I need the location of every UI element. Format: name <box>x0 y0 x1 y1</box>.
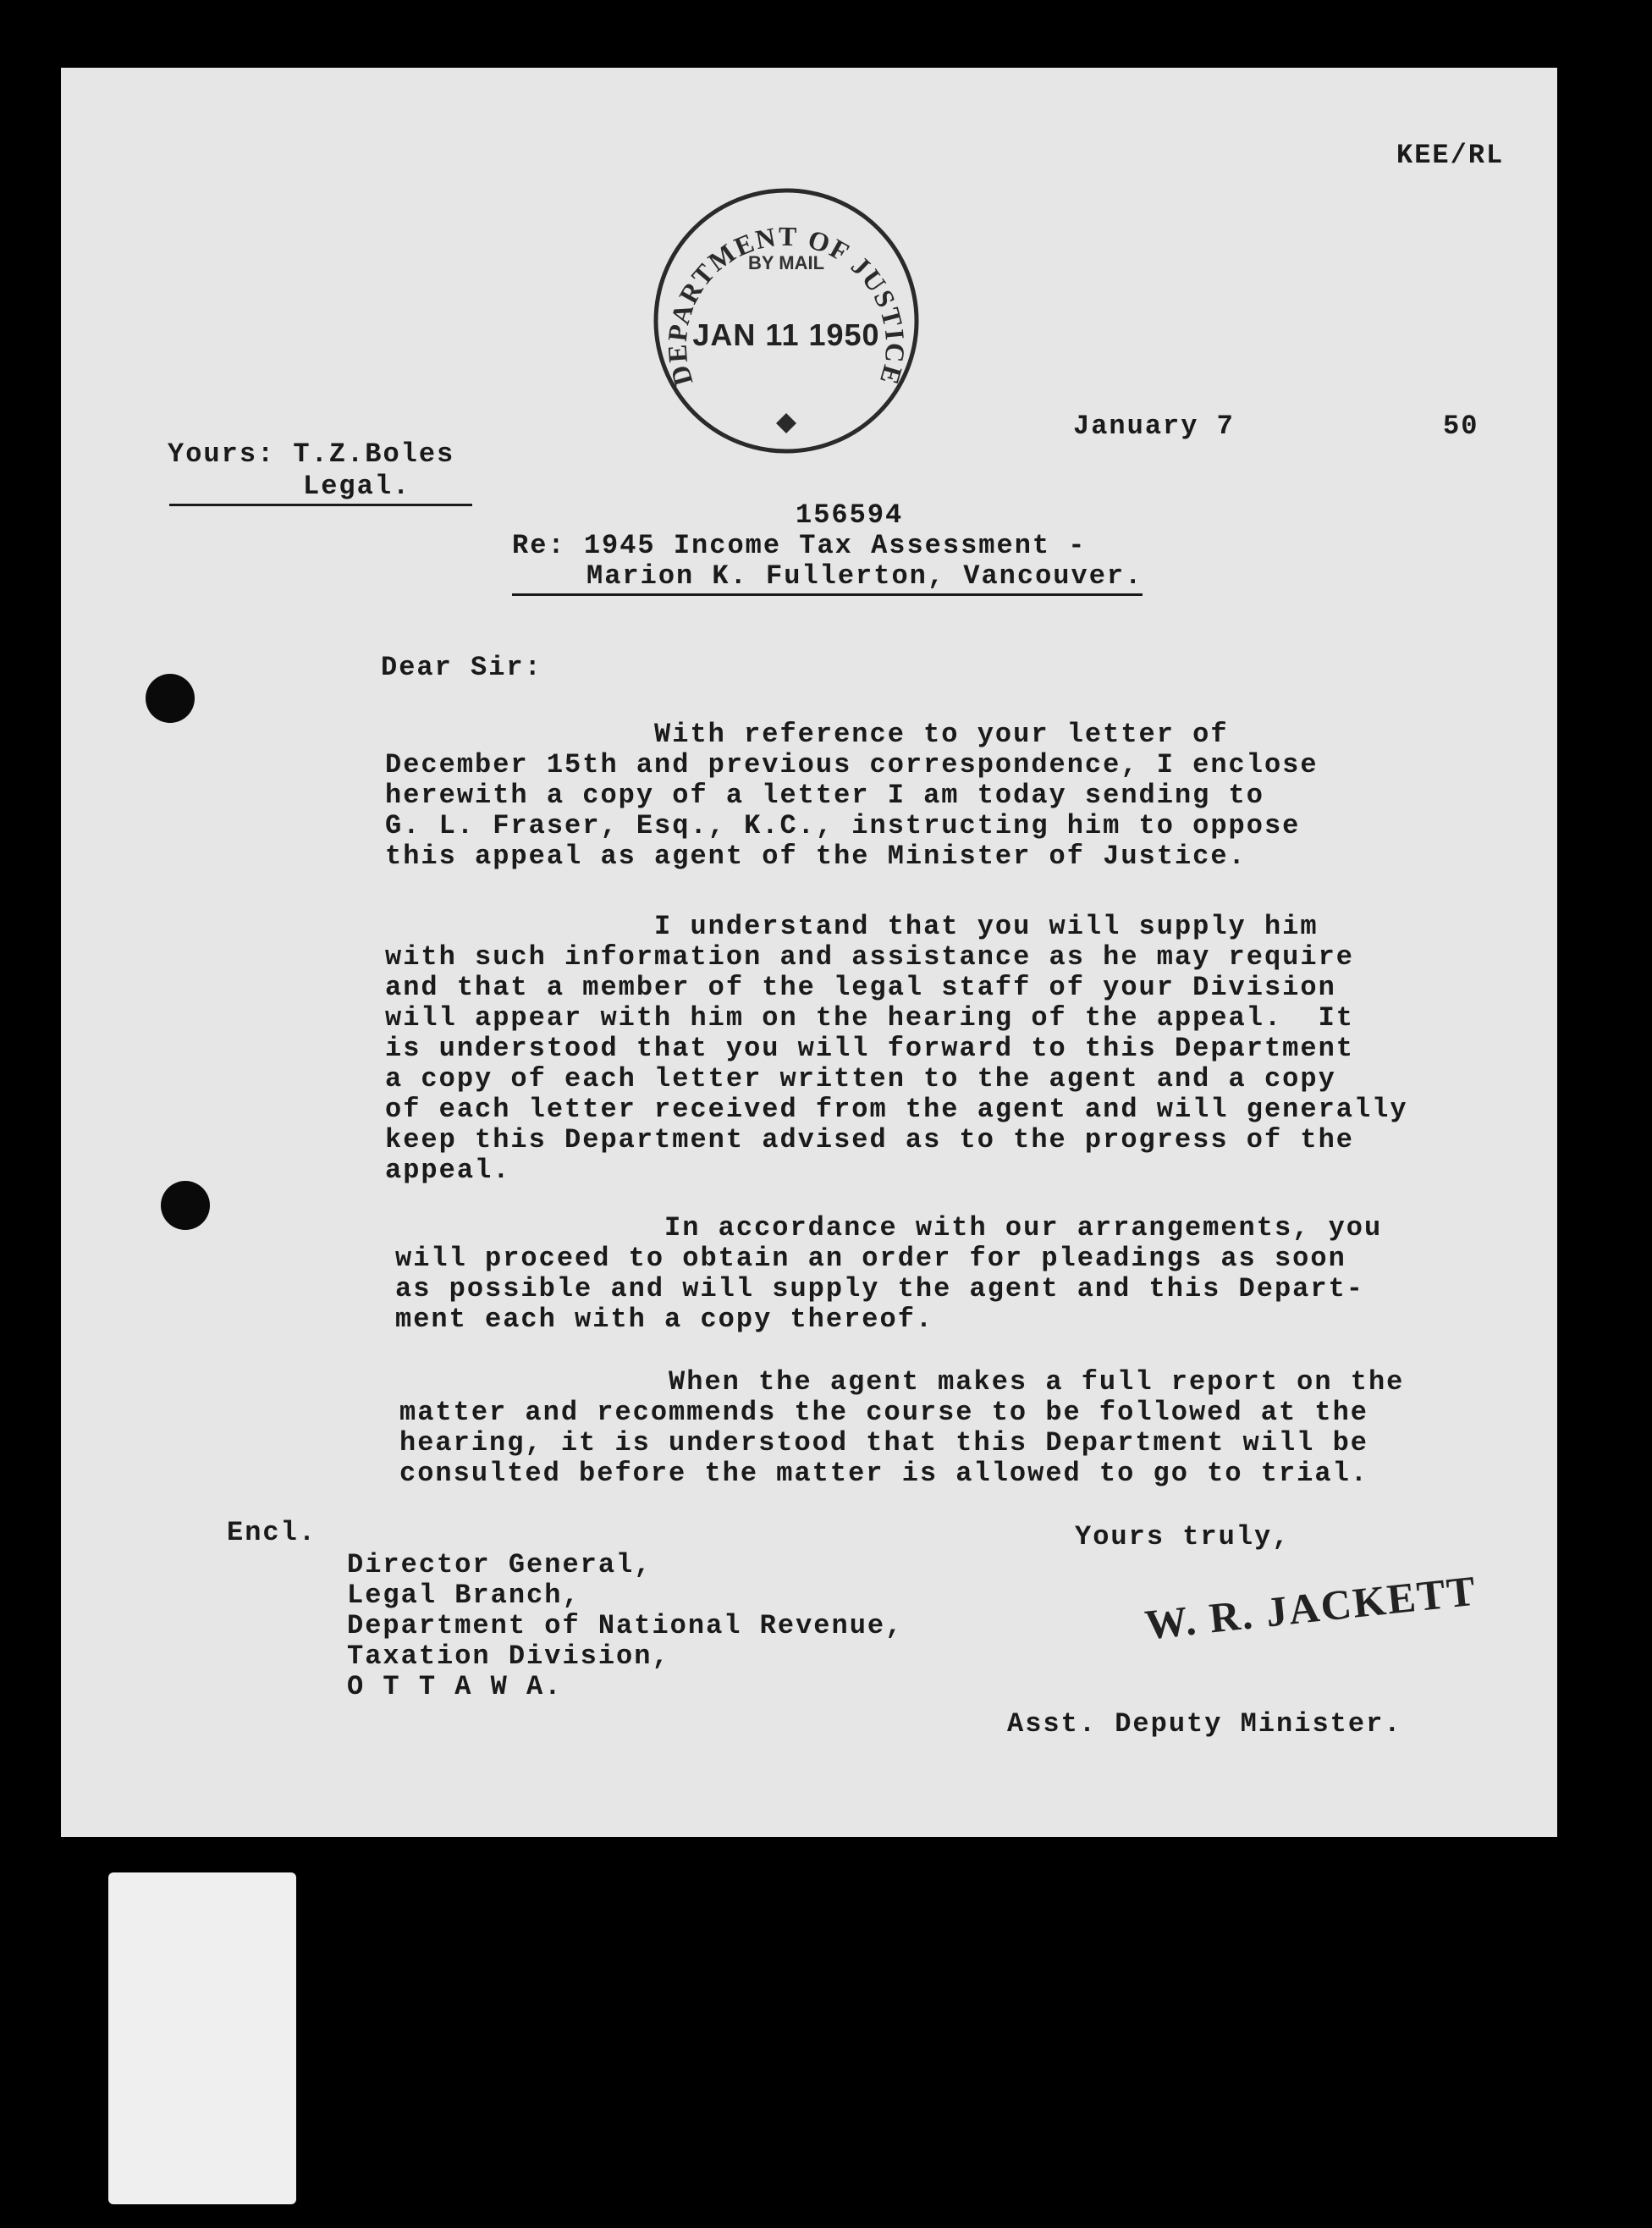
addressee-line-3: Department of National Revenue, <box>347 1610 904 1641</box>
body-paragraph-1: With reference to your letter of December 15th and previous correspondence, I enclose herewith a copy of a letter I am today sending to G. L. Fraser, Esq., K.C., instructing him to oppose this appeal as agent of the Minister of Justice. <box>385 719 1319 872</box>
addressee-line-5: O T T A W A. <box>347 1671 563 1702</box>
addressee-line-2: Legal Branch, <box>347 1580 581 1611</box>
enclosure-note: Encl. <box>227 1517 317 1548</box>
scanner-target-card <box>108 1872 296 2204</box>
addressee-line-1: Director General, <box>347 1549 653 1580</box>
punch-hole-bottom <box>161 1181 210 1230</box>
reference-initials: KEE/RL <box>1396 140 1505 171</box>
stamp-date: JAN 11 1950 <box>692 317 880 352</box>
punch-hole-top <box>146 674 195 723</box>
yours-reference-dept <box>169 471 472 506</box>
salutation: Dear Sir: <box>381 652 542 683</box>
file-number: 156594 <box>796 499 904 531</box>
addressee-line-4: Taxation Division, <box>347 1641 670 1672</box>
stamp-by-mail: BY MAIL <box>747 252 825 273</box>
body-paragraph-2: I understand that you will supply him with such information and assistance as he may require and that a member of the legal staff of your Division will appear with him on the hearing of the appeal. It is understood that you will forward to this Department a copy of each letter written to the agent and a copy of each letter received from the agent and will generally keep this Department advised as to the progress of the appeal. <box>385 911 1408 1186</box>
signer-title: Asst. Deputy Minister. <box>1007 1708 1402 1740</box>
subject-line-1: Re: 1945 Income Tax Assessment - <box>512 530 1087 561</box>
yours-reference: Yours: T.Z.Boles <box>168 438 455 470</box>
body-paragraph-3: In accordance with our arrangements, you will proceed to obtain an order for pleadings as soon as possible and will supply the agent and this Depart- ment each with a copy thereof. <box>395 1212 1383 1335</box>
valediction: Yours truly, <box>1075 1521 1291 1552</box>
body-paragraph-4: When the agent makes a full report on the matter and recommends the course to be followed at the hearing, it is understood that this Department will be consulted before the matter is allowed to go to trial. <box>399 1366 1405 1489</box>
letter-date: January 7 <box>1073 411 1235 442</box>
department-of-justice-stamp <box>650 185 922 457</box>
stamp-ring-text: DEPARTMENT OF JUSTICE <box>661 220 911 389</box>
yours-reference-dept-text: Legal. <box>303 471 411 502</box>
stamp-diamond-icon <box>776 413 796 433</box>
subject-line-2: Marion K. Fullerton, Vancouver. <box>512 560 1143 596</box>
signature-stamp: W. R. JACKETT <box>1143 1566 1479 1649</box>
letter-date-year: 50 <box>1443 411 1479 442</box>
